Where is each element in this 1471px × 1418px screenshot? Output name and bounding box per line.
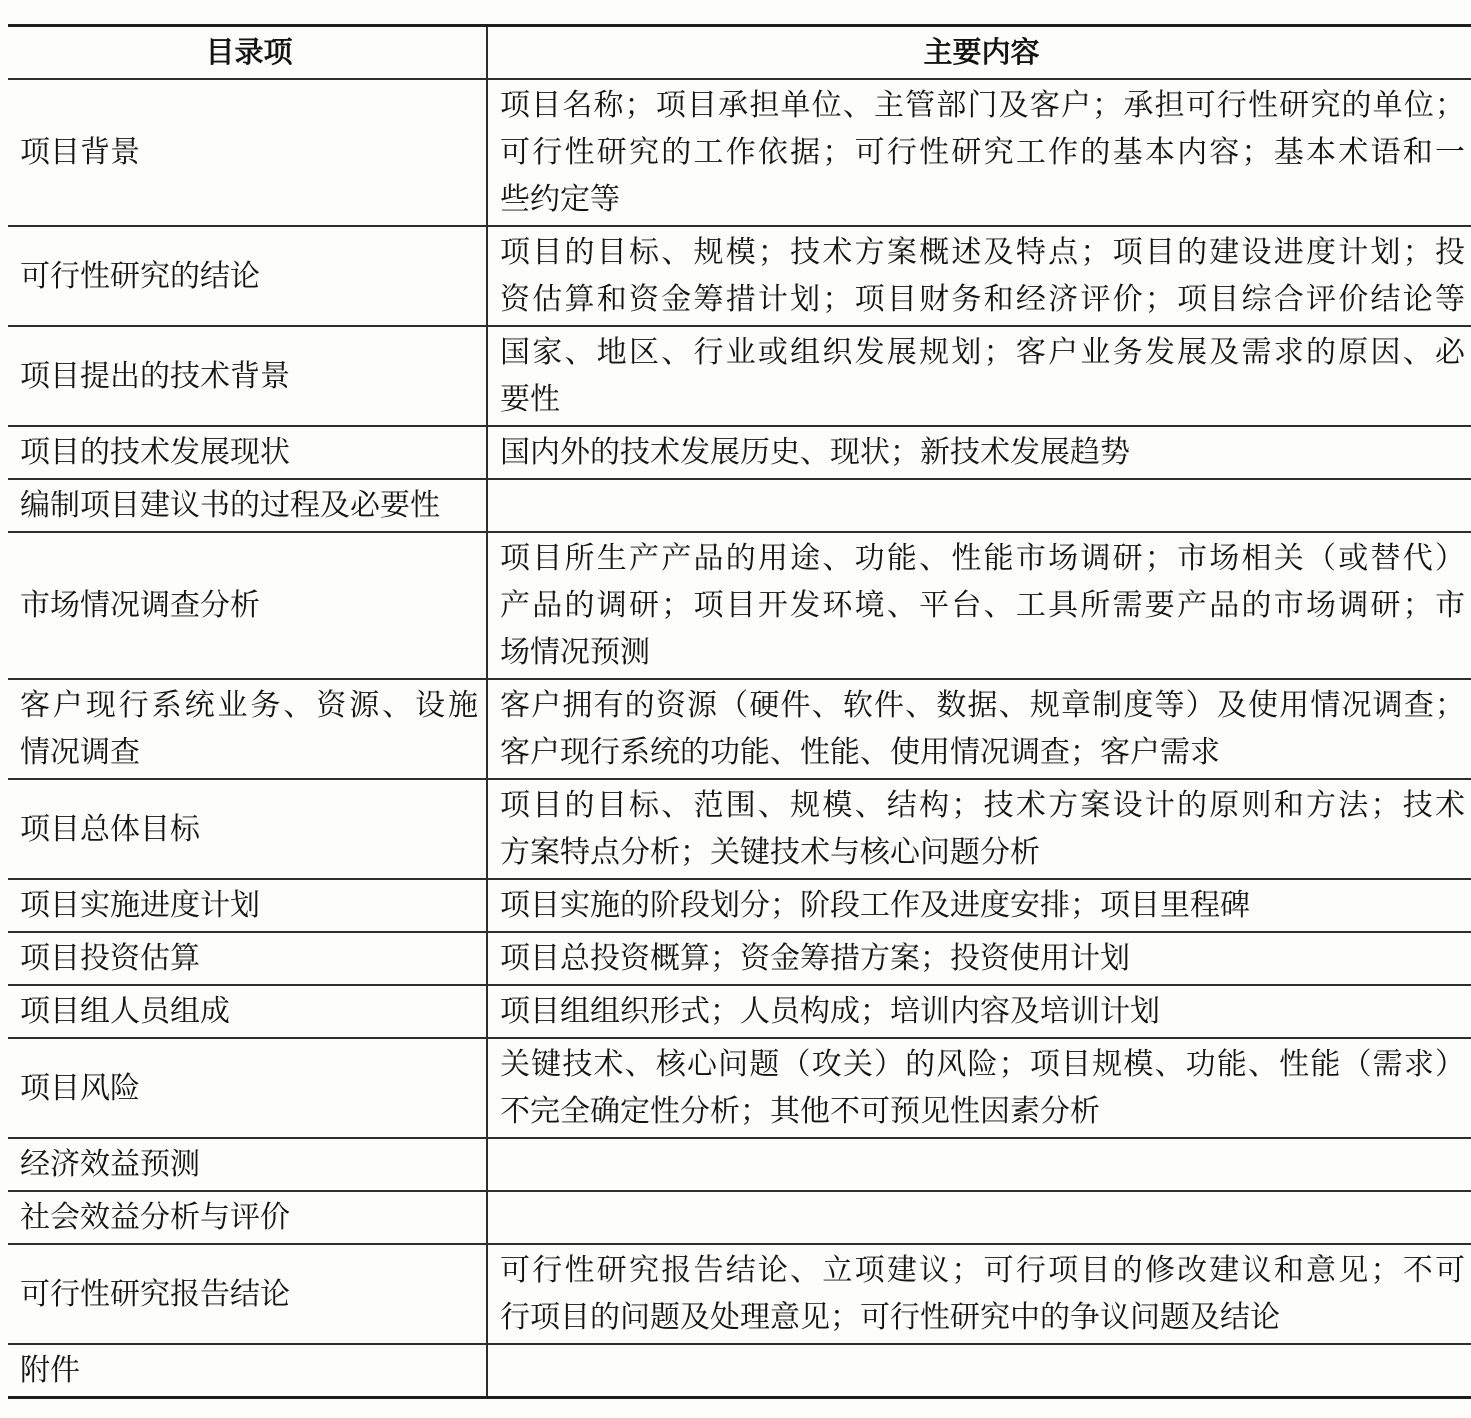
item-cell bbox=[8, 985, 487, 1038]
content-line: 产品的调研；项目开发环境、平台、工具所需要产品的市场调研；市 bbox=[500, 588, 1465, 623]
content-cell bbox=[487, 1038, 1471, 1138]
item-cell bbox=[8, 932, 487, 985]
table-row bbox=[8, 479, 1471, 532]
content-line: 项目实施的阶段划分；阶段工作及进度安排；项目里程碑 bbox=[500, 888, 1250, 923]
content-line: 方案特点分析；关键技术与核心问题分析 bbox=[500, 835, 1040, 870]
content-cell bbox=[487, 326, 1471, 426]
table-row bbox=[8, 779, 1471, 879]
content-line: 不完全确定性分析；其他不可预见性因素分析 bbox=[500, 1094, 1100, 1129]
item-cell bbox=[8, 1138, 487, 1191]
content-cell-empty bbox=[487, 1138, 1471, 1191]
table-row bbox=[8, 679, 1471, 779]
item-line: 项目的技术发展现状 bbox=[20, 435, 290, 470]
item-line: 项目投资估算 bbox=[20, 941, 200, 976]
content-line: 国内外的技术发展历史、现状；新技术发展趋势 bbox=[500, 435, 1130, 470]
item-cell bbox=[8, 1038, 487, 1138]
item-line: 客户现行系统业务、资源、设施 bbox=[20, 688, 478, 723]
content-cell bbox=[487, 985, 1471, 1038]
item-cell bbox=[8, 1191, 487, 1244]
item-cell bbox=[8, 879, 487, 932]
contents-table bbox=[8, 24, 1471, 1399]
item-cell bbox=[8, 532, 487, 679]
item-cell bbox=[8, 1244, 487, 1344]
item-cell bbox=[8, 679, 487, 779]
content-line: 些约定等 bbox=[500, 182, 620, 217]
item-line: 项目实施进度计划 bbox=[20, 888, 260, 923]
content-line: 项目所生产产品的用途、功能、性能市场调研；市场相关（或替代） bbox=[500, 541, 1465, 576]
content-cell bbox=[487, 532, 1471, 679]
content-cell bbox=[487, 879, 1471, 932]
content-cell bbox=[487, 79, 1471, 226]
content-line: 项目的目标、范围、规模、结构；技术方案设计的原则和方法；技术 bbox=[500, 788, 1465, 823]
content-line: 关键技术、核心问题（攻关）的风险；项目规模、功能、性能（需求） bbox=[500, 1047, 1465, 1082]
content-line: 场情况预测 bbox=[500, 635, 650, 670]
content-line: 可行性研究的工作依据；可行性研究工作的基本内容；基本术语和一 bbox=[500, 135, 1465, 170]
item-line: 项目提出的技术背景 bbox=[20, 358, 290, 394]
content-line: 项目名称；项目承担单位、主管部门及客户；承担可行性研究的单位； bbox=[500, 88, 1465, 123]
item-cell bbox=[8, 479, 487, 532]
content-cell bbox=[487, 1244, 1471, 1344]
content-line: 项目总投资概算；资金筹措方案；投资使用计划 bbox=[500, 941, 1130, 976]
item-cell bbox=[8, 779, 487, 879]
item-line: 项目背景 bbox=[20, 135, 140, 170]
table-row bbox=[8, 1244, 1471, 1344]
item-line: 附件 bbox=[20, 1353, 80, 1388]
content-cell-empty bbox=[487, 1344, 1471, 1398]
table-row bbox=[8, 326, 1471, 426]
content-line: 可行性研究报告结论、立项建议；可行项目的修改建议和意见；不可 bbox=[500, 1253, 1465, 1288]
header-item: 目录项 bbox=[8, 26, 487, 80]
content-cell bbox=[487, 679, 1471, 779]
content-cell bbox=[487, 779, 1471, 879]
table-row bbox=[8, 1138, 1471, 1191]
item-cell bbox=[8, 326, 487, 426]
table-row bbox=[8, 879, 1471, 932]
content-cell bbox=[487, 226, 1471, 326]
table-row bbox=[8, 1038, 1471, 1138]
content-line: 项目的目标、规模；技术方案概述及特点；项目的建设进度计划；投 bbox=[500, 235, 1465, 270]
table-row bbox=[8, 985, 1471, 1038]
item-cell bbox=[8, 79, 487, 226]
item-line: 市场情况调查分析 bbox=[20, 588, 260, 623]
item-line: 项目风险 bbox=[20, 1070, 140, 1106]
content-line: 要性 bbox=[500, 382, 560, 417]
item-line: 可行性研究报告结论 bbox=[20, 1276, 290, 1312]
item-line: 社会效益分析与评价 bbox=[20, 1200, 290, 1235]
table-row bbox=[8, 226, 1471, 326]
content-cell bbox=[487, 932, 1471, 985]
content-line: 国家、地区、行业或组织发展规划；客户业务发展及需求的原因、必 bbox=[500, 335, 1465, 370]
content-cell-empty bbox=[487, 1191, 1471, 1244]
content-line: 行项目的问题及处理意见；可行性研究中的争议问题及结论 bbox=[500, 1300, 1280, 1335]
content-line: 客户现行系统的功能、性能、使用情况调查；客户需求 bbox=[500, 735, 1220, 770]
item-line: 可行性研究的结论 bbox=[20, 258, 260, 294]
content-line: 项目组组织形式；人员构成；培训内容及培训计划 bbox=[500, 994, 1160, 1029]
table-row bbox=[8, 532, 1471, 679]
table-row bbox=[8, 1344, 1471, 1398]
table-row bbox=[8, 1191, 1471, 1244]
item-line: 编制项目建议书的过程及必要性 bbox=[20, 488, 440, 523]
table-row bbox=[8, 79, 1471, 226]
content-line: 客户拥有的资源（硬件、软件、数据、规章制度等）及使用情况调查； bbox=[500, 688, 1465, 723]
item-line: 情况调查 bbox=[20, 735, 140, 770]
header-row bbox=[8, 26, 1471, 80]
table-row bbox=[8, 932, 1471, 985]
content-cell bbox=[487, 426, 1471, 479]
content-cell-empty bbox=[487, 479, 1471, 532]
header-content: 主要内容 bbox=[487, 26, 1471, 80]
item-line: 项目组人员组成 bbox=[20, 994, 230, 1029]
item-line: 经济效益预测 bbox=[20, 1147, 200, 1182]
item-line: 项目总体目标 bbox=[20, 811, 200, 847]
item-cell bbox=[8, 226, 487, 326]
table-row bbox=[8, 426, 1471, 479]
item-cell bbox=[8, 1344, 487, 1398]
item-cell bbox=[8, 426, 487, 479]
content-line: 资估算和资金筹措计划；项目财务和经济评价；项目综合评价结论等 bbox=[500, 282, 1465, 317]
